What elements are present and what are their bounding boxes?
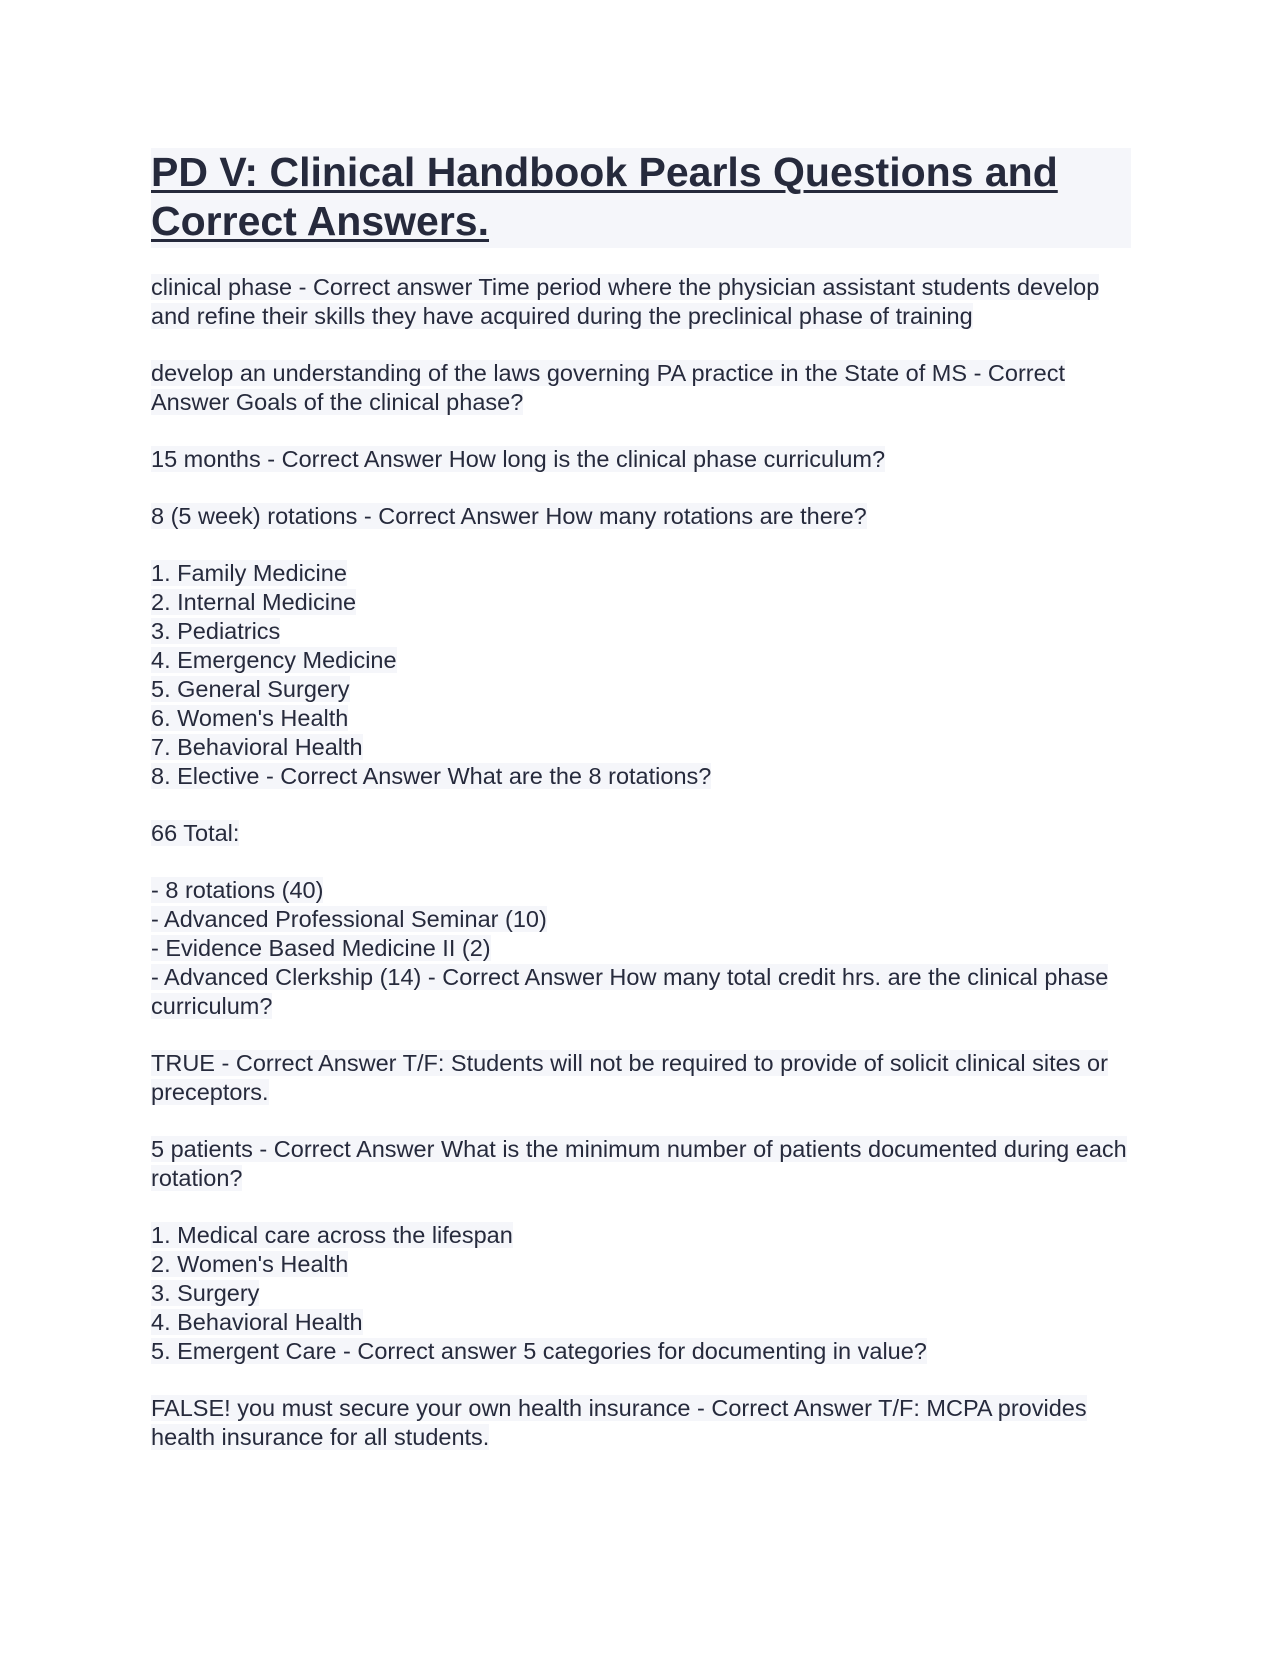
qa-line bbox=[151, 646, 1131, 675]
qa-entry bbox=[151, 1049, 1131, 1107]
qa-line bbox=[151, 559, 1131, 588]
qa-line bbox=[151, 502, 1131, 531]
qa-line-text: 4. Behavioral Health bbox=[151, 1309, 363, 1335]
qa-line bbox=[151, 934, 1131, 963]
qa-line-text: 3. Pediatrics bbox=[151, 618, 281, 644]
document-page bbox=[151, 148, 1131, 1480]
qa-line bbox=[151, 1250, 1131, 1279]
qa-entry bbox=[151, 1394, 1131, 1452]
qa-line bbox=[151, 445, 1131, 474]
qa-line bbox=[151, 1394, 1131, 1452]
qa-line-text: 15 months - Correct Answer How long is the clinical phase curriculum? bbox=[151, 446, 886, 472]
qa-entry bbox=[151, 445, 1131, 474]
page-title: PD V: Clinical Handbook Pearls Questions and Correct Answers. bbox=[151, 149, 1058, 244]
qa-entry bbox=[151, 559, 1131, 791]
qa-line-text: 8 (5 week) rotations - Correct Answer How many rotations are there? bbox=[151, 503, 867, 529]
qa-list bbox=[151, 273, 1131, 1452]
qa-line-text: 7. Behavioral Health bbox=[151, 734, 363, 760]
qa-line-text: 66 Total: bbox=[151, 820, 240, 846]
qa-line-text: 8. Elective - Correct Answer What are the 8 rotations? bbox=[151, 763, 712, 789]
qa-line bbox=[151, 1337, 1131, 1366]
qa-line-text: FALSE! you must secure your own health insurance - Correct Answer T/F: MCPA provides health insurance for all students. bbox=[151, 1395, 1087, 1450]
title-block bbox=[151, 148, 1131, 248]
qa-line-text: - Advanced Clerkship (14) - Correct Answer How many total credit hrs. are the clinical phase curriculum? bbox=[151, 964, 1109, 1019]
qa-line bbox=[151, 762, 1131, 791]
qa-line-text: 5 patients - Correct Answer What is the minimum number of patients documented during each rotation? bbox=[151, 1136, 1127, 1191]
qa-line bbox=[151, 876, 1131, 905]
qa-line-text: 2. Internal Medicine bbox=[151, 589, 357, 615]
qa-line bbox=[151, 359, 1131, 417]
qa-line bbox=[151, 273, 1131, 331]
qa-line-text: develop an understanding of the laws governing PA practice in the State of MS - Correct Answer Goals of the clinical phase? bbox=[151, 360, 1065, 415]
qa-line bbox=[151, 617, 1131, 646]
qa-line bbox=[151, 733, 1131, 762]
qa-entry bbox=[151, 1221, 1131, 1366]
qa-line-text: 1. Medical care across the lifespan bbox=[151, 1222, 513, 1248]
qa-line bbox=[151, 1308, 1131, 1337]
qa-line bbox=[151, 1049, 1131, 1107]
qa-line bbox=[151, 704, 1131, 733]
qa-line bbox=[151, 1221, 1131, 1250]
qa-line-text: clinical phase - Correct answer Time period where the physician assistant students develop and refine their skills they have acquired during the preclinical phase of training bbox=[151, 274, 1100, 329]
qa-entry bbox=[151, 1135, 1131, 1193]
qa-line-text: 1. Family Medicine bbox=[151, 560, 347, 586]
qa-entry bbox=[151, 502, 1131, 531]
qa-line-text: - 8 rotations (40) bbox=[151, 877, 324, 903]
qa-line bbox=[151, 819, 1131, 848]
qa-line bbox=[151, 1135, 1131, 1193]
qa-line-text: 5. General Surgery bbox=[151, 676, 350, 702]
qa-line bbox=[151, 963, 1131, 1021]
qa-line-text: - Evidence Based Medicine II (2) bbox=[151, 935, 491, 961]
qa-line bbox=[151, 675, 1131, 704]
qa-line-text: 5. Emergent Care - Correct answer 5 categories for documenting in value? bbox=[151, 1338, 927, 1364]
qa-line-text: - Advanced Professional Seminar (10) bbox=[151, 906, 547, 932]
qa-line-text: 4. Emergency Medicine bbox=[151, 647, 397, 673]
qa-line bbox=[151, 588, 1131, 617]
qa-entry bbox=[151, 273, 1131, 331]
qa-line bbox=[151, 905, 1131, 934]
qa-entry bbox=[151, 876, 1131, 1021]
qa-entry bbox=[151, 819, 1131, 848]
qa-line-text: TRUE - Correct Answer T/F: Students will not be required to provide of solicit clinical sites or preceptors. bbox=[151, 1050, 1108, 1105]
qa-line-text: 2. Women's Health bbox=[151, 1251, 349, 1277]
qa-line bbox=[151, 1279, 1131, 1308]
qa-entry bbox=[151, 359, 1131, 417]
qa-line-text: 3. Surgery bbox=[151, 1280, 260, 1306]
qa-line-text: 6. Women's Health bbox=[151, 705, 349, 731]
